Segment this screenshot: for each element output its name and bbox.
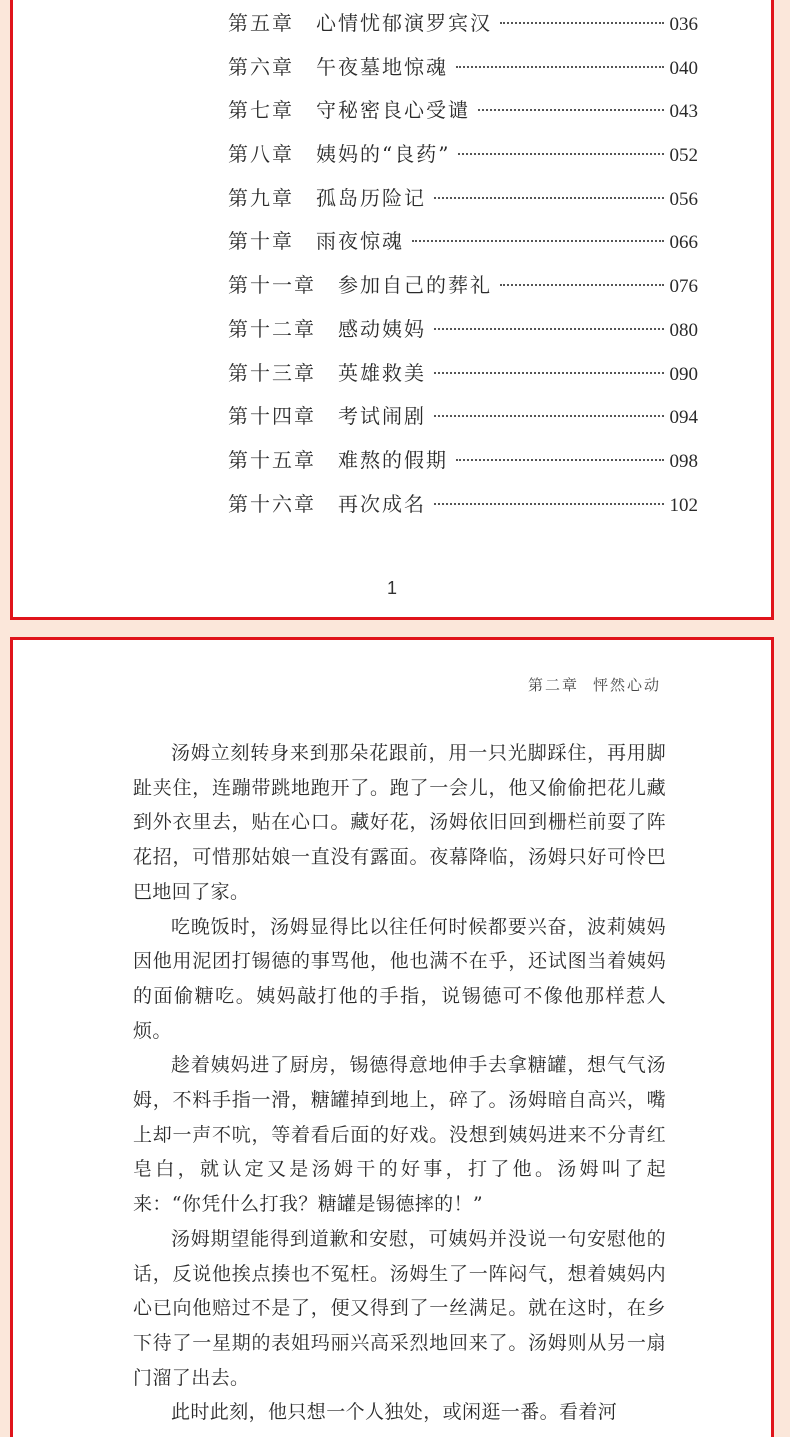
toc-entry (228, 52, 698, 96)
toc-page-number: 040 (669, 57, 698, 79)
toc-leader-dots (478, 109, 664, 111)
toc-leader-dots (456, 66, 664, 68)
page-number: 1 (386, 578, 397, 598)
toc-leader-dots (412, 240, 664, 242)
toc-page-number: 066 (669, 232, 698, 254)
toc-chapter-number: 第五章 (228, 11, 294, 35)
toc-chapter-title: 孤岛历险记 (316, 185, 426, 210)
running-head-chapter: 第二章 (527, 676, 579, 694)
toc-chapter-number: 第八章 (228, 142, 294, 167)
toc-chapter-title: 英雄救美 (338, 360, 426, 385)
toc-leader-dots (456, 459, 664, 461)
toc-chapter-title: 姨妈的“良药” (316, 142, 451, 167)
toc-chapter-number: 第十四章 (228, 404, 316, 429)
toc-leader-dots (434, 372, 664, 374)
toc-entry (228, 401, 698, 445)
toc-entry (228, 445, 698, 489)
toc-entry (228, 95, 698, 139)
toc-chapter-title: 参加自己的葬礼 (338, 273, 492, 298)
toc-leader-dots (434, 415, 664, 417)
toc-chapter-number: 第七章 (228, 98, 294, 123)
table-of-contents (228, 8, 698, 532)
toc-chapter-number: 第十章 (228, 229, 294, 254)
toc-entry (228, 139, 698, 183)
toc-entry (228, 183, 698, 227)
toc-entry (228, 314, 698, 358)
toc-page-number: 056 (669, 188, 698, 210)
toc-page-number: 098 (669, 450, 698, 472)
toc-page-number: 080 (669, 319, 698, 341)
toc-chapter-title: 感动姨妈 (338, 316, 426, 341)
toc-leader-dots (434, 503, 664, 505)
toc-page-number: 043 (669, 101, 698, 123)
toc-entry (228, 8, 698, 52)
toc-page (10, 0, 774, 620)
toc-chapter-title: 考试闹剧 (338, 404, 426, 429)
toc-chapter-number: 第十三章 (228, 360, 316, 385)
toc-page-number: 094 (669, 407, 698, 429)
chapter-text-page (10, 637, 774, 1437)
toc-entry (228, 270, 698, 314)
toc-leader-dots (434, 197, 664, 199)
toc-chapter-title: 再次成名 (338, 491, 426, 516)
toc-entry (228, 358, 698, 402)
toc-leader-dots (500, 22, 664, 24)
body-text (133, 736, 666, 1430)
toc-leader-dots (458, 153, 663, 155)
toc-chapter-number: 第十六章 (228, 491, 316, 516)
toc-chapter-number: 第十一章 (228, 273, 316, 298)
paragraph: 趁着姨妈进了厨房，锡德得意地伸手去拿糖罐，想气气汤姆，不料手指一滑，糖罐掉到地上，碎了。汤姆暗自高兴，嘴上却一声不吭，等着看后面的好戏。没想到姨妈进来不分青红皂白，就认定又是汤姆干的好事，打了他。汤姆叫了起来：“你凭什么打我？糖罐是锡德摔的！” (133, 1054, 666, 1216)
toc-chapter-number: 第十二章 (228, 316, 316, 341)
toc-page-number: 076 (669, 276, 698, 298)
paragraph: 此时此刻，他只想一个人独处，或闲逛一番。看着河 (171, 1401, 618, 1424)
toc-chapter-title: 难熬的假期 (338, 447, 448, 472)
toc-chapter-title: 心情忧郁演罗宾汉 (316, 11, 492, 35)
toc-chapter-title: 雨夜惊魂 (316, 229, 404, 254)
paragraph: 汤姆期望能得到道歉和安慰，可姨妈并没说一句安慰他的话，反说他挨点揍也不冤枉。汤姆生了一阵闷气，想着姨妈内心已向他赔过不是了，便又得到了一丝满足。就在这时，在乡下待了一星期的表姐玛丽兴高采烈地回来了。汤姆则从另一扇门溜了出去。 (133, 1227, 666, 1389)
toc-chapter-number: 第九章 (228, 185, 294, 210)
paragraph: 吃晚饭时，汤姆显得比以往任何时候都要兴奋，波莉姨妈因他用泥团打锡德的事骂他，他也满不在乎，还试图当着姨妈的面偷糖吃。姨妈敲打他的手指，说锡德可不像他那样惹人烦。 (133, 915, 666, 1042)
toc-leader-dots (500, 284, 664, 286)
running-head-title: 怦然心动 (592, 676, 661, 694)
toc-chapter-title: 午夜墓地惊魂 (316, 54, 448, 79)
toc-page-number: 102 (669, 494, 698, 516)
paragraph: 汤姆立刻转身来到那朵花跟前，用一只光脚踩住，再用脚趾夹住，连蹦带跳地跑开了。跑了一会儿，他又偷偷把花儿藏到外衣里去，贴在心口。藏好花，汤姆依旧回到栅栏前耍了阵花招，可惜那姑娘一直没有露面。夜幕降临，汤姆只好可怜巴巴地回了家。 (133, 742, 666, 903)
toc-chapter-number: 第十五章 (228, 447, 316, 472)
toc-entry (228, 226, 698, 270)
toc-page-number: 090 (669, 363, 698, 385)
toc-leader-dots (434, 328, 664, 330)
toc-page-number: 036 (669, 14, 698, 35)
toc-chapter-number: 第六章 (228, 54, 294, 79)
toc-entry (228, 489, 698, 533)
running-head (528, 674, 661, 695)
toc-chapter-title: 守秘密良心受谴 (316, 98, 470, 123)
toc-page-number: 052 (669, 145, 698, 167)
